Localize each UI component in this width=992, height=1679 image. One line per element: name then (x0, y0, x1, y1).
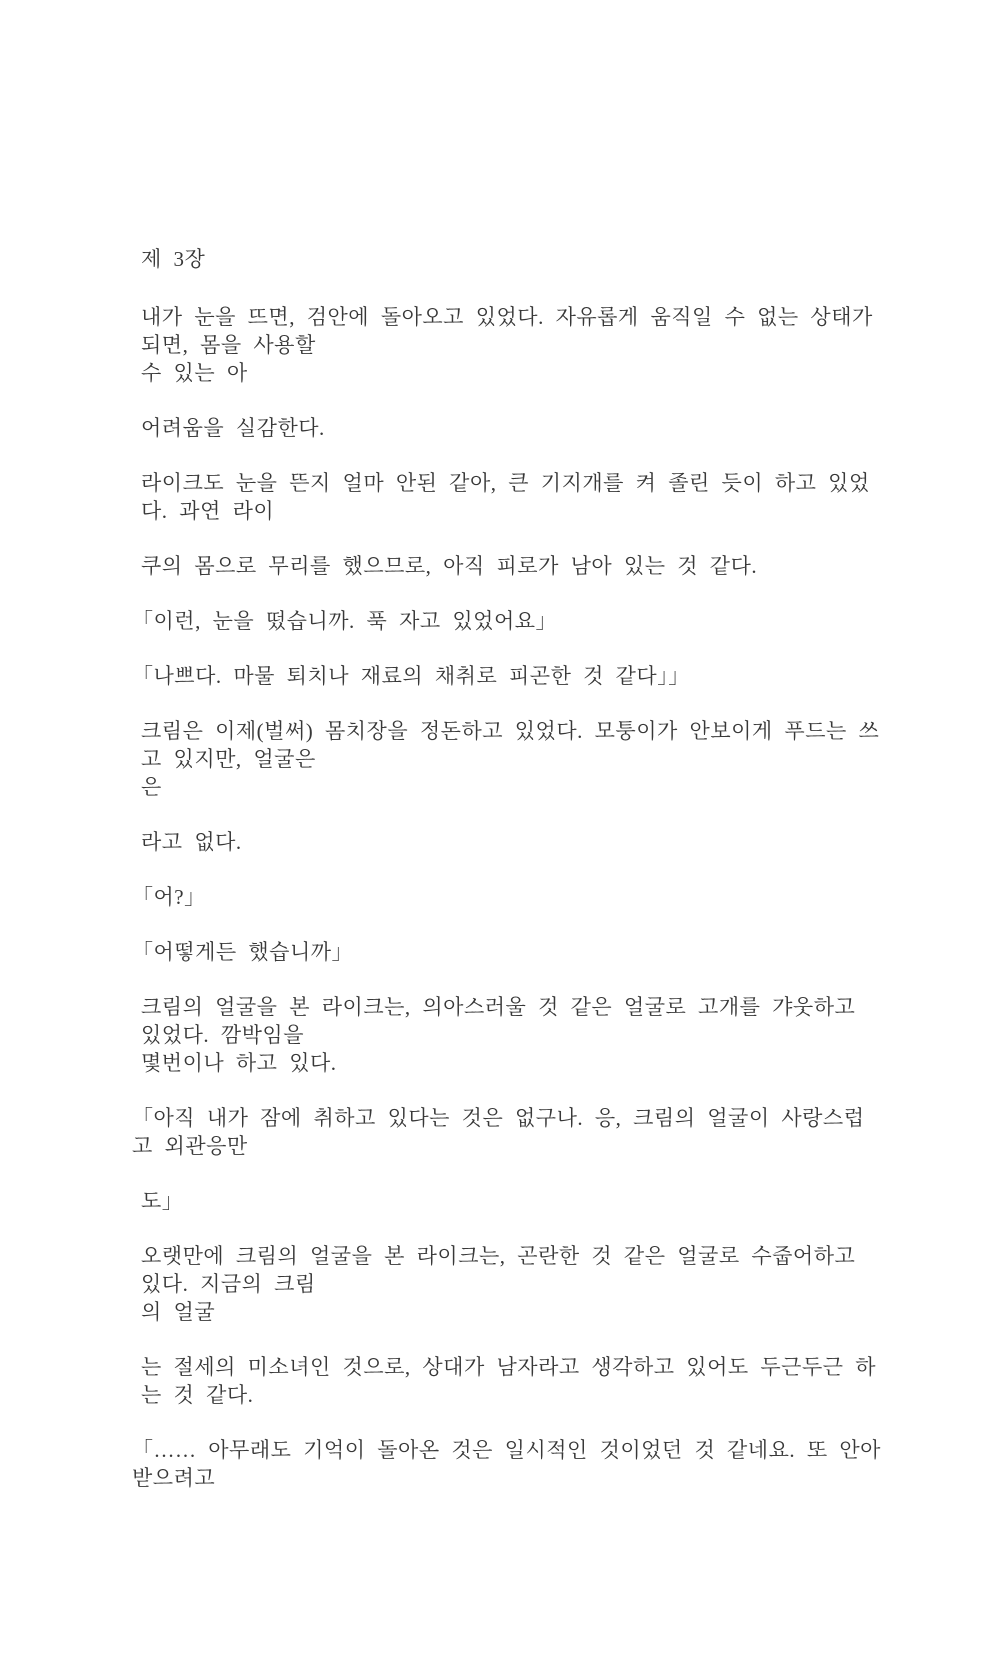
paragraph (141, 414, 882, 442)
text-line: 「아직 내가 잠에 취하고 있다는 것은 없구나. 응, 크림의 얼굴이 사랑스럽고 외관응만 (132, 1106, 865, 1158)
text-line: 「이런, 눈을 떴습니까. 푹 자고 있었어요」 (132, 609, 558, 633)
dialogue-paragraph (132, 607, 882, 635)
text-line: 은 (141, 775, 162, 799)
dialogue-paragraph (132, 938, 882, 966)
text-line: 어려움을 실감한다. (141, 416, 325, 440)
text-line: 「어?」 (132, 885, 206, 909)
text-line: 「어떻게든 했습니까」 (132, 940, 354, 964)
text-line: 오랫만에 크림의 얼굴을 본 라이크는, 곤란한 것 같은 얼굴로 수줍어하고 있다. 지금의 크림 (141, 1244, 856, 1296)
text-line: 는 절세의 미소녀인 것으로, 상대가 남자라고 생각하고 있어도 두근두근 하는 것 같다. (141, 1355, 877, 1407)
paragraph (141, 469, 882, 525)
dialogue-paragraph (132, 1104, 882, 1160)
paragraph (141, 993, 882, 1077)
text-line: 라고 없다. (141, 830, 242, 854)
text-line: 의 얼굴 (141, 1300, 216, 1324)
paragraph (141, 1242, 882, 1326)
text-line: 크림의 얼굴을 본 라이크는, 의아스러울 것 같은 얼굴로 고개를 갸웃하고 있었다. 깜박임을 (141, 995, 856, 1047)
chapter-title: 제 3장 (141, 247, 206, 271)
text-line: 「…… 아무래도 기억이 돌아온 것은 일시적인 것이었던 것 같네요. 또 안아 받으려고 (132, 1438, 881, 1490)
paragraph (141, 828, 882, 856)
text-line: 몇번이나 하고 있다. (141, 1051, 337, 1075)
paragraph (141, 303, 882, 387)
dialogue-paragraph (132, 1436, 882, 1492)
text-line: 수 있는 아 (141, 361, 248, 385)
text-line: 「나쁘다. 마물 퇴치나 재료의 채취로 피곤한 것 같다」」 (132, 664, 690, 688)
dialogue-paragraph (132, 883, 882, 911)
text-line: 라이크도 눈을 뜬지 얼마 안된 같아, 큰 기지개를 켜 졸린 듯이 하고 있었다. 과연 라이 (141, 471, 870, 523)
text-line: 쿠의 몸으로 무리를 했으므로, 아직 피로가 남아 있는 것 같다. (141, 554, 758, 578)
paragraph (141, 1187, 882, 1215)
dialogue-paragraph (132, 662, 882, 690)
text-line: 크림은 이제(벌써) 몸치장을 정돈하고 있었다. 모퉁이가 안보이게 푸드는 쓰고 있지만, 얼굴은 (141, 719, 880, 771)
text-line: 내가 눈을 뜨면, 검안에 돌아오고 있었다. 자유롭게 움직일 수 없는 상태가 되면, 몸을 사용할 (141, 305, 873, 357)
text-line: 도」 (141, 1189, 184, 1213)
paragraph (141, 552, 882, 580)
paragraph (141, 1353, 882, 1409)
paragraph (141, 717, 882, 801)
